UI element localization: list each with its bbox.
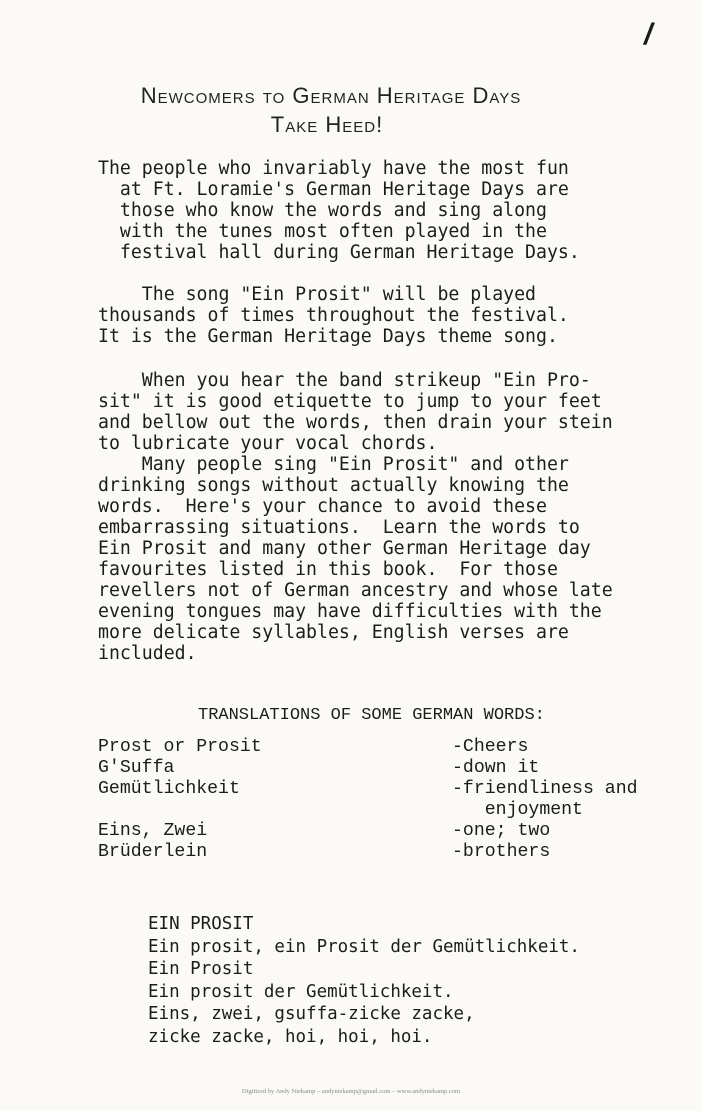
translation-word: G'Suffa	[98, 758, 175, 778]
translations-heading: TRANSLATIONS OF SOME GERMAN WORDS:	[198, 706, 545, 725]
page-subtitle: Take Heed!	[270, 112, 384, 137]
page-number: /	[644, 18, 653, 51]
theme-song-paragraph: The song "Ein Prosit" will be played thousands of times throughout the festival. It is the German Heritage Days theme song.	[98, 284, 569, 347]
translation-word: Gemütlichkeit	[98, 779, 240, 799]
digitized-footer: Digitized by Andy Niekamp – andyniekamp@gmail.com – www.andyniekamp.com	[241, 1088, 461, 1095]
translation-word: Eins, Zwei	[98, 821, 208, 841]
translation-meaning: -Cheers	[452, 737, 529, 757]
translation-meaning: -brothers	[452, 842, 551, 862]
song-title: EIN PROSIT	[148, 914, 254, 934]
translation-meaning: -one; two	[452, 821, 551, 841]
translation-word: Brüderlein	[98, 842, 208, 862]
learn-words-paragraph: Many people sing "Ein Prosit" and other drinking songs without actually knowing the words. Here's your chance to avoid these embarrassing situations. Learn the words to Ein Prosit and many other German Heritage day favourites listed in this book. For those revellers not of German ancestry and whose late evening tongues may have difficulties with the more delicate syllables, English verses are included.	[98, 454, 613, 664]
translation-meaning: -down it	[452, 758, 540, 778]
translation-word: Prost or Prosit	[98, 737, 262, 757]
page-title: Newcomers to German Heritage Days	[140, 83, 522, 108]
etiquette-paragraph: When you hear the band strikeup "Ein Pro- sit" it is good etiquette to jump to your feet and bellow out the words, then drain your stein to lubricate your vocal chords.	[98, 370, 613, 454]
intro-paragraph: The people who invariably have the most fun at Ft. Loramie's German Heritage Days are those who know the words and sing along with the tunes most often played in the festival hall during German Heritage Days.	[98, 158, 580, 263]
translation-meaning: -friendliness and enjoyment	[452, 779, 638, 820]
song-lyrics: Ein prosit, ein Prosit der Gemütlichkeit. Ein Prosit Ein prosit der Gemütlichkeit. Eins, zwei, gsuffa-zicke zacke, zicke zacke, hoi, hoi, hoi.	[148, 936, 580, 1047]
song-block	[148, 913, 580, 1048]
